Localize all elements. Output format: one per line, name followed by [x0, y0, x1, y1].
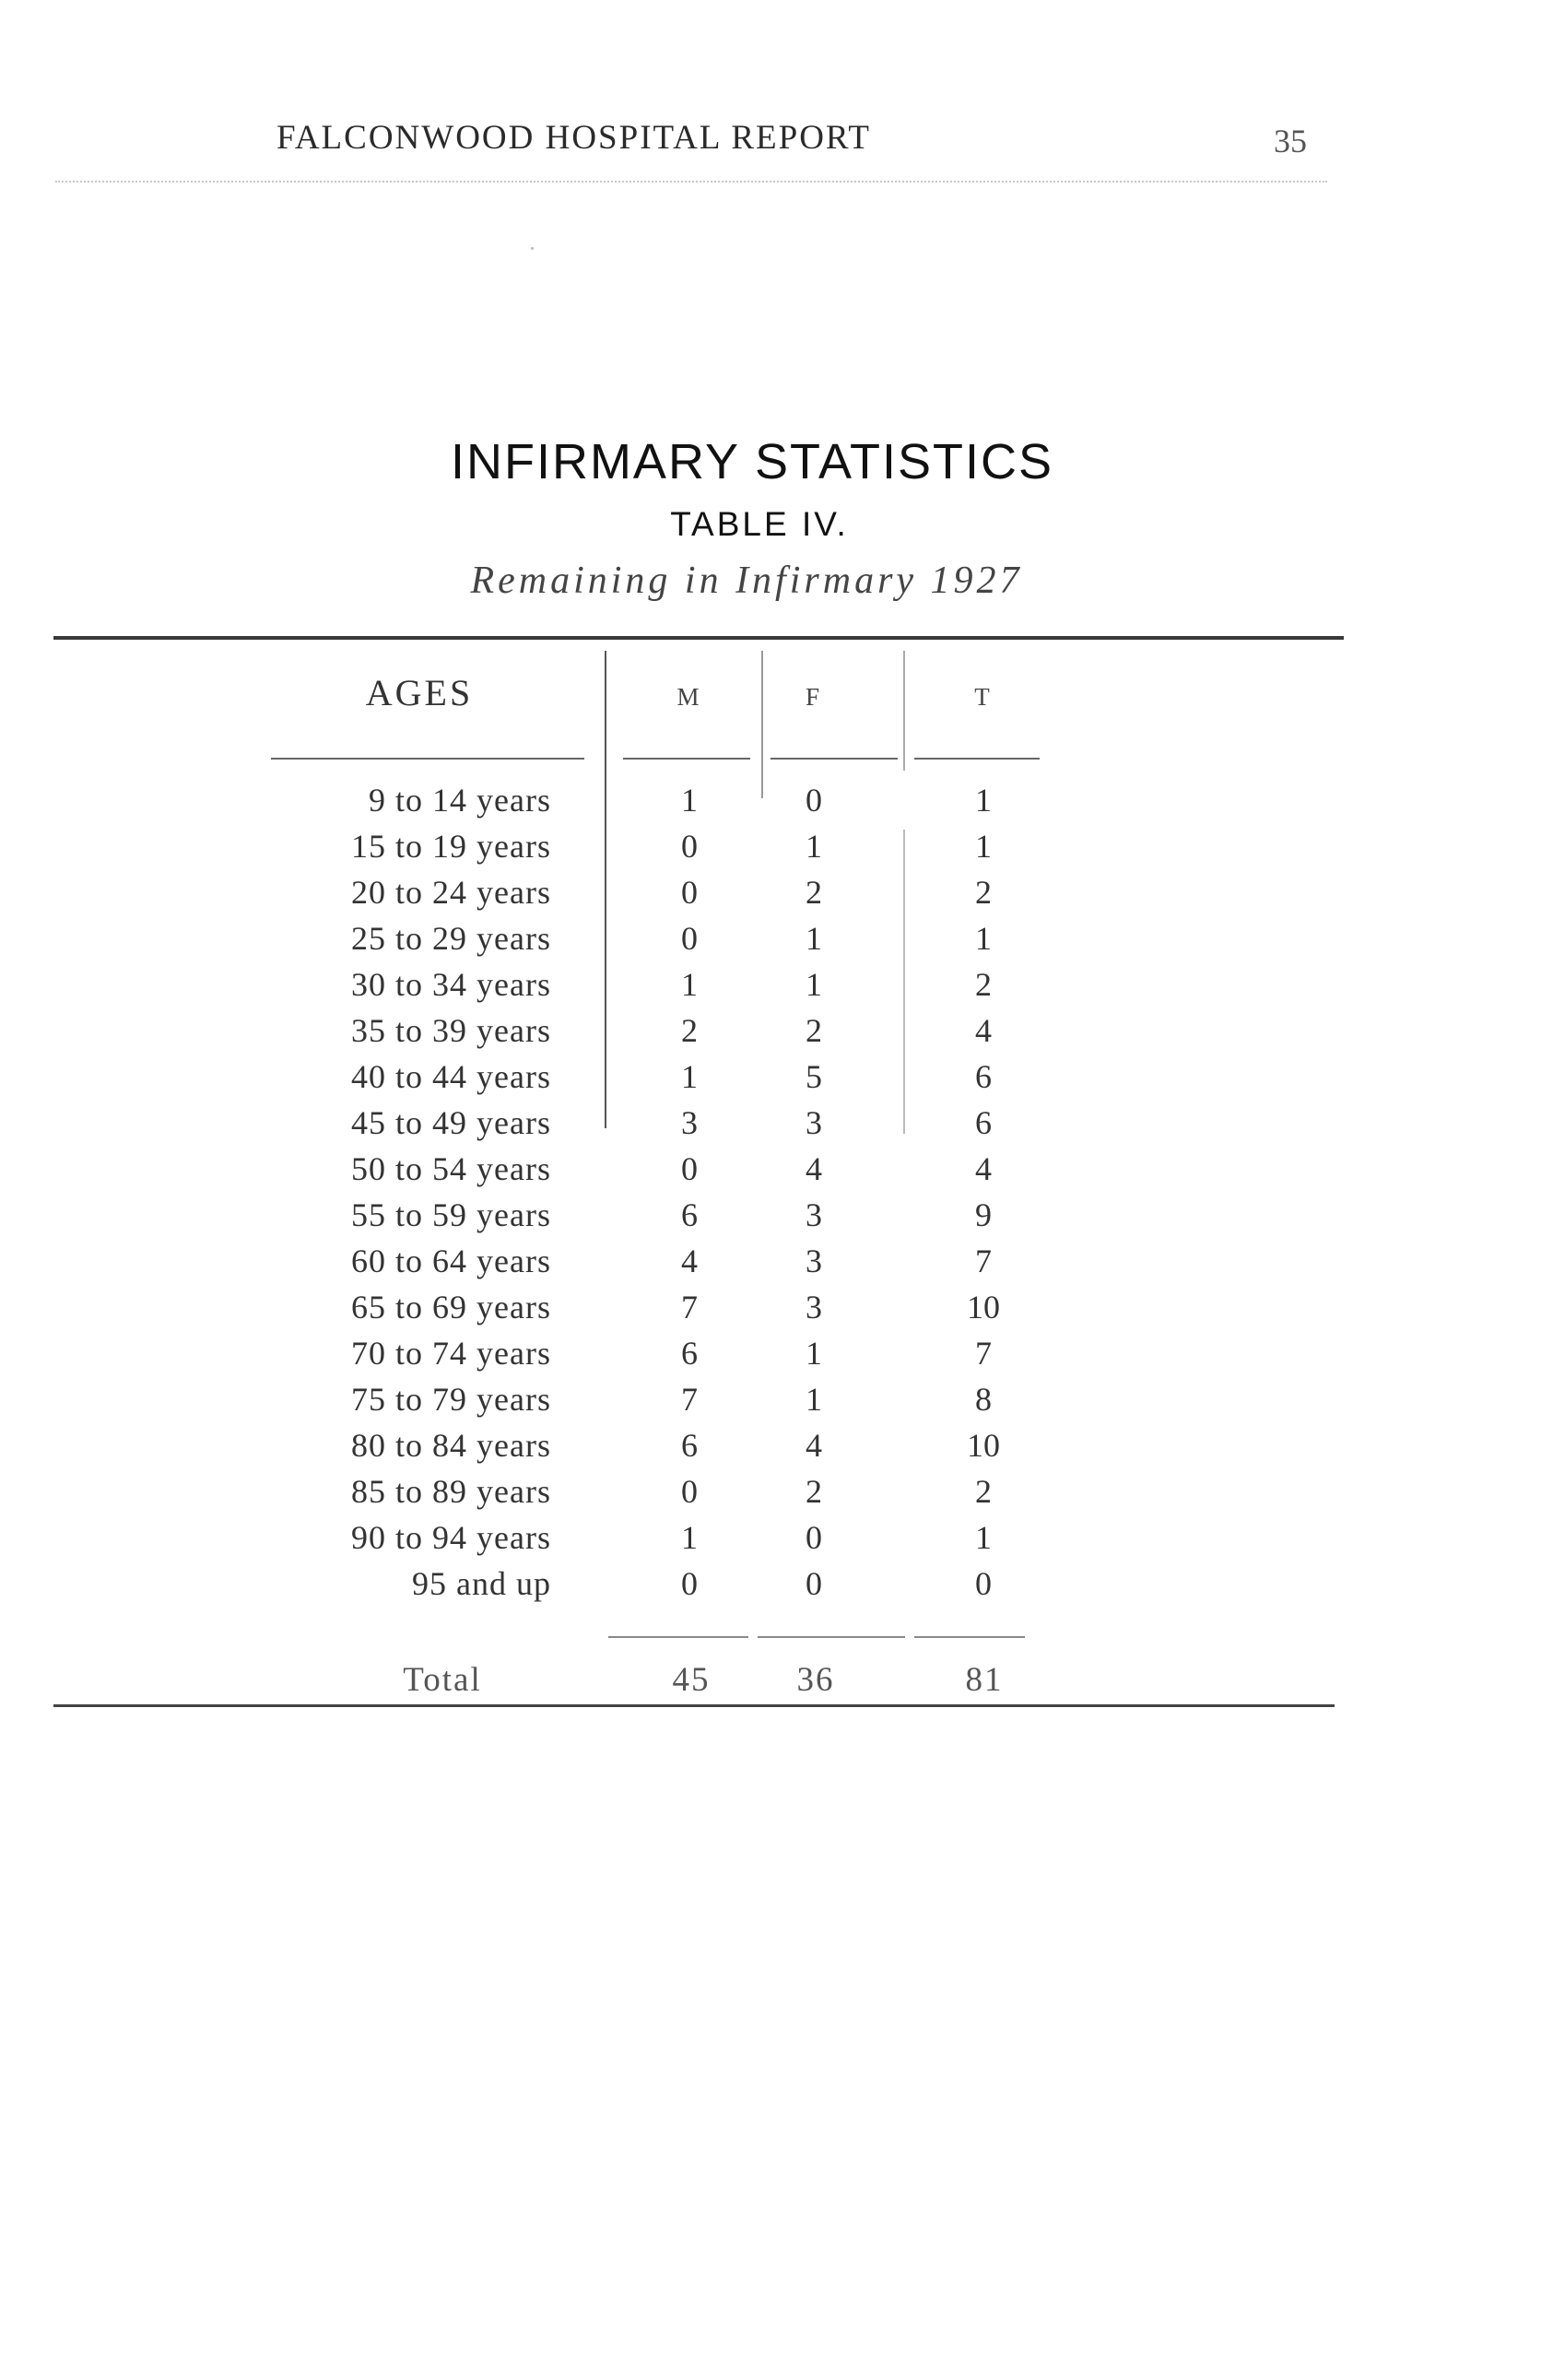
total-count: 9 [975, 1196, 992, 1233]
female-count: 5 [806, 1058, 822, 1095]
female-count: 0 [806, 782, 822, 819]
page-title: INFIRMARY STATISTICS [450, 434, 1054, 489]
table-row [0, 1146, 1541, 1192]
header-underline [770, 758, 898, 760]
total-count: 1 [975, 828, 992, 865]
male-count: 1 [681, 1519, 698, 1556]
table-label: TABLE IV. [670, 505, 849, 543]
female-count: 2 [806, 1473, 822, 1510]
table-row [0, 1330, 1541, 1376]
male-count: 3 [681, 1104, 698, 1141]
male-count: 7 [681, 1289, 698, 1325]
female-count: 2 [806, 874, 822, 911]
table-row [0, 1192, 1541, 1238]
total-male: 45 [672, 1661, 711, 1699]
age-range: 95 and up [412, 1565, 551, 1602]
female-count: 4 [806, 1150, 822, 1187]
header-underline [623, 758, 750, 760]
table-row [0, 1054, 1541, 1100]
table-row [0, 1468, 1541, 1514]
female-count: 3 [806, 1196, 822, 1233]
age-range: 55 to 59 years [351, 1196, 551, 1233]
header-underline [914, 758, 1040, 760]
column-divider [761, 651, 763, 798]
total-rule [758, 1636, 905, 1638]
total-female: 36 [796, 1661, 835, 1699]
table-row [0, 1376, 1541, 1422]
column-divider [903, 651, 905, 771]
table-row [0, 1422, 1541, 1468]
age-range: 35 to 39 years [351, 1012, 551, 1049]
male-count: 1 [681, 966, 698, 1003]
male-count: 0 [681, 1150, 698, 1187]
age-range: 50 to 54 years [351, 1150, 551, 1187]
age-range: 15 to 19 years [351, 828, 551, 865]
male-count: 0 [681, 874, 698, 911]
age-range: 9 to 14 years [369, 782, 551, 819]
female-count: 3 [806, 1243, 822, 1279]
total-count: 1 [975, 782, 992, 819]
total-count: 4 [975, 1012, 992, 1049]
female-count: 3 [806, 1104, 822, 1141]
female-count: 1 [806, 828, 822, 865]
total-count: 2 [975, 874, 992, 911]
table-row [0, 1007, 1541, 1054]
female-count: 2 [806, 1012, 822, 1049]
male-count: 0 [681, 1473, 698, 1510]
table-bottom-rule [53, 1704, 1335, 1707]
male-count: 0 [681, 1565, 698, 1602]
table-row [0, 961, 1541, 1007]
total-count: 10 [967, 1289, 1000, 1325]
page-number: 35 [1274, 123, 1307, 159]
total-count: 8 [975, 1381, 992, 1418]
header-rule [55, 181, 1327, 183]
male-count: 6 [681, 1427, 698, 1464]
male-count: 7 [681, 1381, 698, 1418]
male-count: 4 [681, 1243, 698, 1279]
total-count: 4 [975, 1150, 992, 1187]
total-count: 0 [975, 1565, 992, 1602]
total-count: 7 [975, 1243, 992, 1279]
table-row [0, 1284, 1541, 1330]
column-header-t: T [974, 683, 993, 711]
female-count: 4 [806, 1427, 822, 1464]
age-range: 90 to 94 years [351, 1519, 551, 1556]
total-label: Total [403, 1661, 482, 1699]
header-underline [271, 758, 584, 760]
female-count: 0 [806, 1565, 822, 1602]
total-count: 6 [975, 1104, 992, 1141]
female-count: 1 [806, 966, 822, 1003]
total-rule [608, 1636, 748, 1638]
age-range: 25 to 29 years [351, 920, 551, 957]
table-row [0, 823, 1541, 869]
total-count: 1 [975, 1519, 992, 1556]
table-row [0, 1100, 1541, 1146]
male-count: 1 [681, 1058, 698, 1095]
age-range: 75 to 79 years [351, 1381, 551, 1418]
male-count: 0 [681, 920, 698, 957]
table-row [0, 869, 1541, 915]
male-count: 6 [681, 1335, 698, 1372]
total-rule [914, 1636, 1025, 1638]
male-count: 0 [681, 828, 698, 865]
age-range: 20 to 24 years [351, 874, 551, 911]
total-count: 1 [975, 920, 992, 957]
table-top-rule [53, 636, 1344, 640]
female-count: 3 [806, 1289, 822, 1325]
table-row [0, 1514, 1541, 1561]
speck [531, 247, 534, 250]
age-range: 40 to 44 years [351, 1058, 551, 1095]
age-range: 85 to 89 years [351, 1473, 551, 1510]
female-count: 0 [806, 1519, 822, 1556]
running-title: FALCONWOOD HOSPITAL REPORT [276, 119, 871, 157]
total-count: 10 [967, 1427, 1000, 1464]
male-count: 2 [681, 1012, 698, 1049]
age-range: 60 to 64 years [351, 1243, 551, 1279]
age-range: 65 to 69 years [351, 1289, 551, 1325]
age-range: 30 to 34 years [351, 966, 551, 1003]
total-count: 2 [975, 966, 992, 1003]
female-count: 1 [806, 1381, 822, 1418]
male-count: 6 [681, 1196, 698, 1233]
table-caption: Remaining in Infirmary 1927 [470, 560, 1023, 602]
table-row [0, 1238, 1541, 1284]
age-range: 80 to 84 years [351, 1427, 551, 1464]
total-all: 81 [965, 1661, 1004, 1699]
total-count: 6 [975, 1058, 992, 1095]
table-row [0, 915, 1541, 961]
table-row [0, 777, 1541, 823]
age-range: 70 to 74 years [351, 1335, 551, 1372]
table-row [0, 1561, 1541, 1607]
column-header-f: F [805, 683, 823, 711]
female-count: 1 [806, 1335, 822, 1372]
column-header-m: M [676, 683, 702, 711]
age-range: 45 to 49 years [351, 1104, 551, 1141]
male-count: 1 [681, 782, 698, 819]
total-count: 2 [975, 1473, 992, 1510]
female-count: 1 [806, 920, 822, 957]
column-header-ages: AGES [365, 672, 474, 713]
total-count: 7 [975, 1335, 992, 1372]
